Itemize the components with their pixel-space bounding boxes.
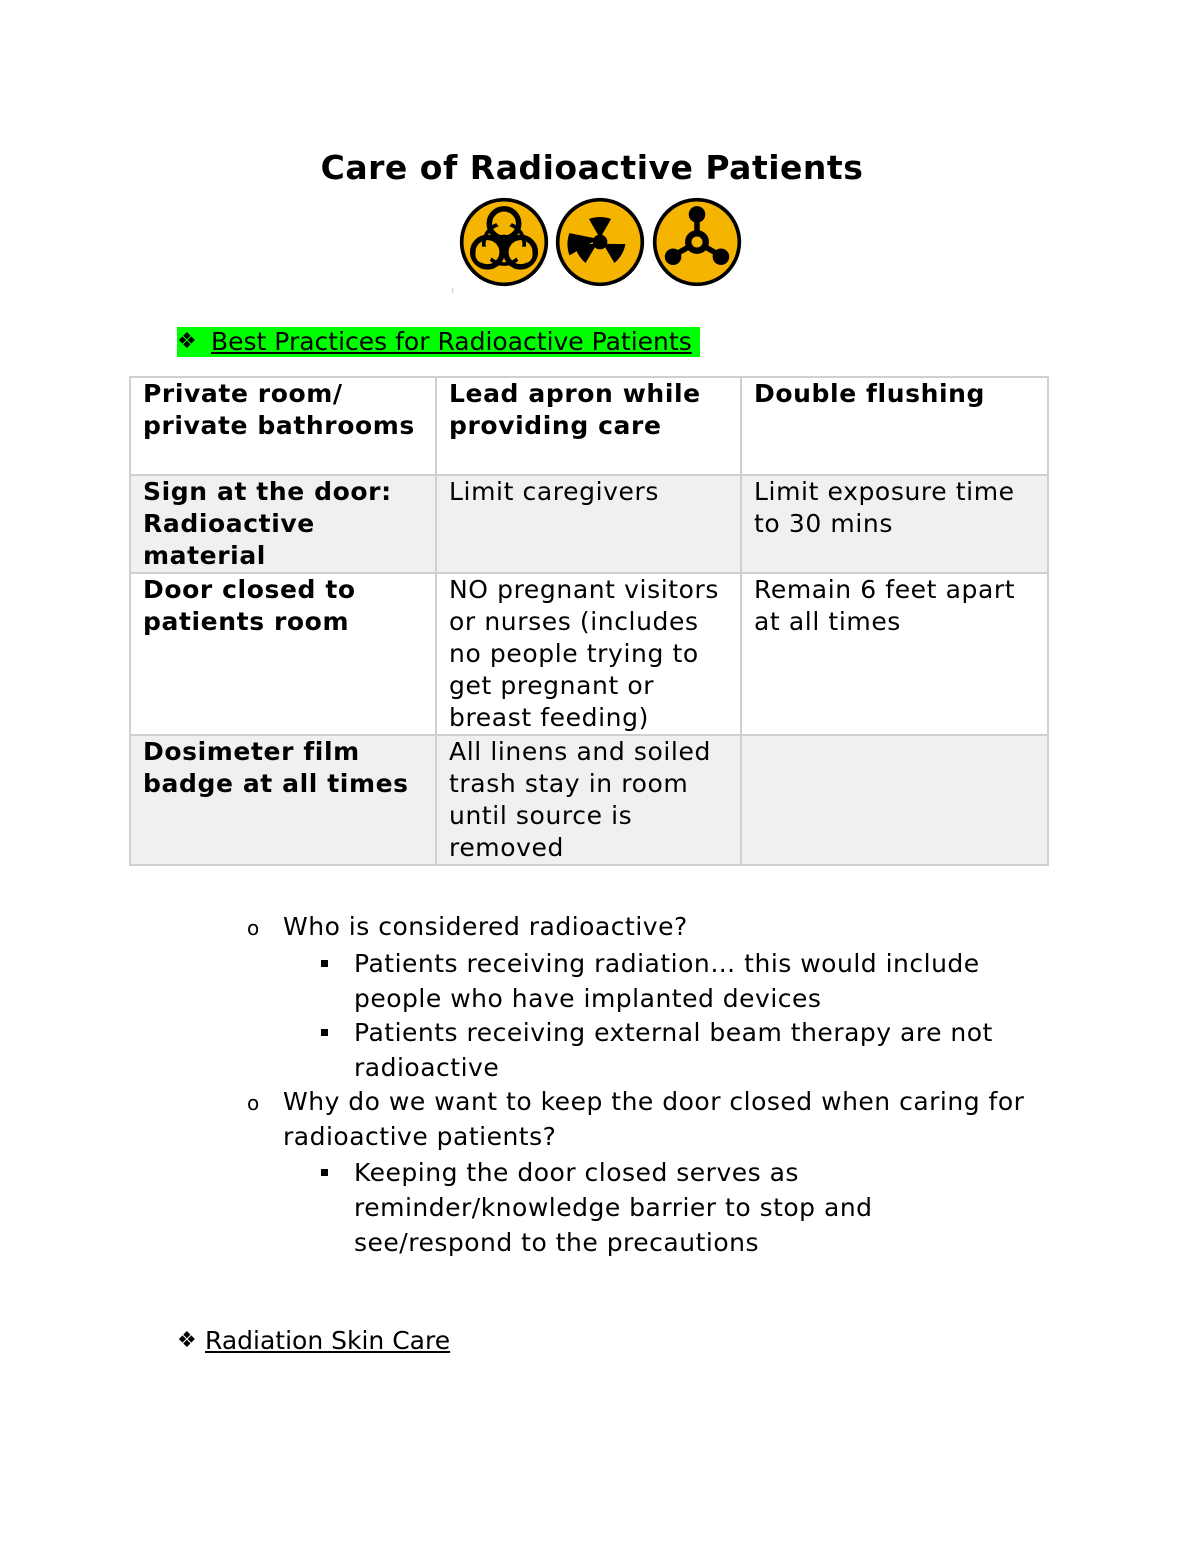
list-item-question: Who is considered radioactive? bbox=[283, 912, 688, 941]
best-practices-table bbox=[129, 376, 1049, 866]
circle-bullet-icon: o bbox=[247, 916, 260, 940]
section-heading-skin-care bbox=[177, 1326, 458, 1356]
list-item-answer: Patients receiving radiation… this would include people who have implanted devices bbox=[354, 949, 980, 1013]
table-row bbox=[130, 735, 1048, 865]
chemical-weapon-icon bbox=[651, 196, 743, 288]
table-cell: Remain 6 feet apart at all times bbox=[741, 573, 1048, 735]
table-row bbox=[130, 573, 1048, 735]
table-cell: All linens and soiled trash stay in room until source is removed bbox=[436, 735, 741, 865]
radiation-icon bbox=[554, 196, 646, 288]
section-heading-best-practices bbox=[177, 327, 700, 357]
table-cell: Double flushing bbox=[741, 377, 1048, 475]
table-cell: Private room/ private bathrooms bbox=[130, 377, 436, 475]
diamond-bullet-icon: ❖ bbox=[177, 1328, 197, 1353]
table-cell: Limit caregivers bbox=[436, 475, 741, 573]
list-item-question: Why do we want to keep the door closed when caring for radioactive patients? bbox=[283, 1087, 1025, 1151]
table-cell: Sign at the door: Radioactive material bbox=[130, 475, 436, 573]
table-row bbox=[130, 377, 1048, 475]
list-item-answer: Keeping the door closed serves as reminder/knowledge barrier to stop and see/respond to the precautions bbox=[354, 1158, 873, 1257]
table-cell: NO pregnant visitors or nurses (includes no people trying to get pregnant or breast feeding) bbox=[436, 573, 741, 735]
table-cell: Door closed to patients room bbox=[130, 573, 436, 735]
image-caption: l bbox=[452, 288, 454, 295]
page-title: Care of Radioactive Patients bbox=[320, 148, 864, 187]
biohazard-icon bbox=[458, 196, 550, 288]
square-bullet-icon bbox=[321, 1169, 328, 1176]
diamond-bullet-icon: ❖ bbox=[177, 327, 211, 357]
table-cell bbox=[741, 735, 1048, 865]
table-row bbox=[130, 475, 1048, 573]
square-bullet-icon bbox=[321, 960, 328, 967]
table-cell: Limit exposure time to 30 mins bbox=[741, 475, 1048, 573]
table-cell: Lead apron while providing care bbox=[436, 377, 741, 475]
section-heading-text: Best Practices for Radioactive Patients bbox=[211, 327, 700, 357]
square-bullet-icon bbox=[321, 1029, 328, 1036]
section-heading-text: Radiation Skin Care bbox=[205, 1326, 451, 1355]
hazard-icons bbox=[458, 196, 748, 296]
table-cell: Dosimeter film badge at all times bbox=[130, 735, 436, 865]
circle-bullet-icon: o bbox=[247, 1091, 260, 1115]
list-item-answer: Patients receiving external beam therapy are not radioactive bbox=[354, 1018, 993, 1082]
